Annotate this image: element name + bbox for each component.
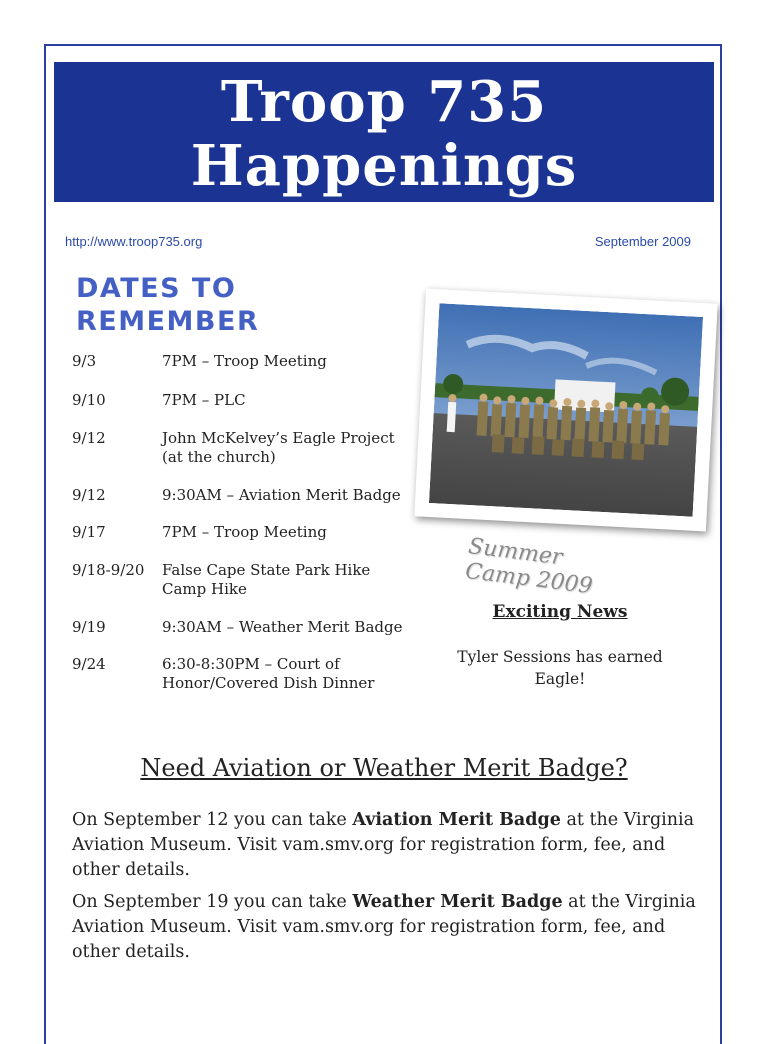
event-date: 9/17 bbox=[72, 523, 106, 541]
dates-to-remember-heading: DATES TO REMEMBER bbox=[76, 273, 260, 337]
summer-camp-photo-frame bbox=[414, 289, 718, 532]
aviation-paragraph bbox=[72, 808, 712, 883]
masthead-title-line1: Troop 735 bbox=[220, 69, 548, 135]
event-description: John McKelvey’s Eagle Project (at the church) bbox=[162, 429, 395, 466]
summer-camp-photo bbox=[429, 303, 703, 517]
photo-caption: Summer Camp 2009 bbox=[463, 534, 594, 600]
masthead-title-line2: Happenings bbox=[190, 133, 578, 199]
paragraph-text: at the Virginia Aviation Museum. Visit vam.smv.org for registration form, fee, and other details. bbox=[72, 810, 695, 880]
event-description: False Cape State Park Hike Camp Hike bbox=[162, 561, 371, 598]
event-date: 9/3 bbox=[72, 352, 97, 370]
exciting-news-title: Exciting News bbox=[492, 602, 628, 622]
merit-badge-section-title: Need Aviation or Weather Merit Badge? bbox=[140, 754, 628, 782]
exciting-news-body: Tyler Sessions has earned Eagle! bbox=[457, 648, 663, 688]
badge-name: Weather Merit Badge bbox=[352, 892, 563, 912]
weather-paragraph bbox=[72, 890, 712, 965]
event-description: 7PM – PLC bbox=[162, 391, 246, 409]
event-description: 9:30AM – Weather Merit Badge bbox=[162, 618, 403, 636]
issue-date: September 2009 bbox=[594, 234, 691, 249]
paragraph-text: at the Virginia Aviation Museum. Visit vam.smv.org for registration form, fee, and other details. bbox=[72, 892, 696, 962]
event-date: 9/19 bbox=[72, 618, 106, 636]
masthead-banner bbox=[54, 62, 714, 202]
event-date: 9/10 bbox=[72, 391, 106, 409]
paragraph-text: On September 19 you can take bbox=[72, 892, 353, 912]
paragraph-text: On September 12 you can take bbox=[72, 810, 353, 830]
event-description: 7PM – Troop Meeting bbox=[162, 352, 327, 370]
event-date: 9/24 bbox=[72, 655, 106, 673]
event-description: 7PM – Troop Meeting bbox=[162, 523, 327, 541]
event-date: 9/12 bbox=[72, 429, 106, 447]
website-url[interactable]: http://www.troop735.org bbox=[65, 234, 203, 249]
event-date: 9/12 bbox=[72, 486, 106, 504]
event-description: 6:30-8:30PM – Court of Honor/Covered Dish Dinner bbox=[162, 655, 375, 692]
event-description: 9:30AM – Aviation Merit Badge bbox=[162, 486, 401, 504]
badge-name: Aviation Merit Badge bbox=[352, 810, 561, 830]
event-date: 9/18-9/20 bbox=[72, 561, 145, 579]
